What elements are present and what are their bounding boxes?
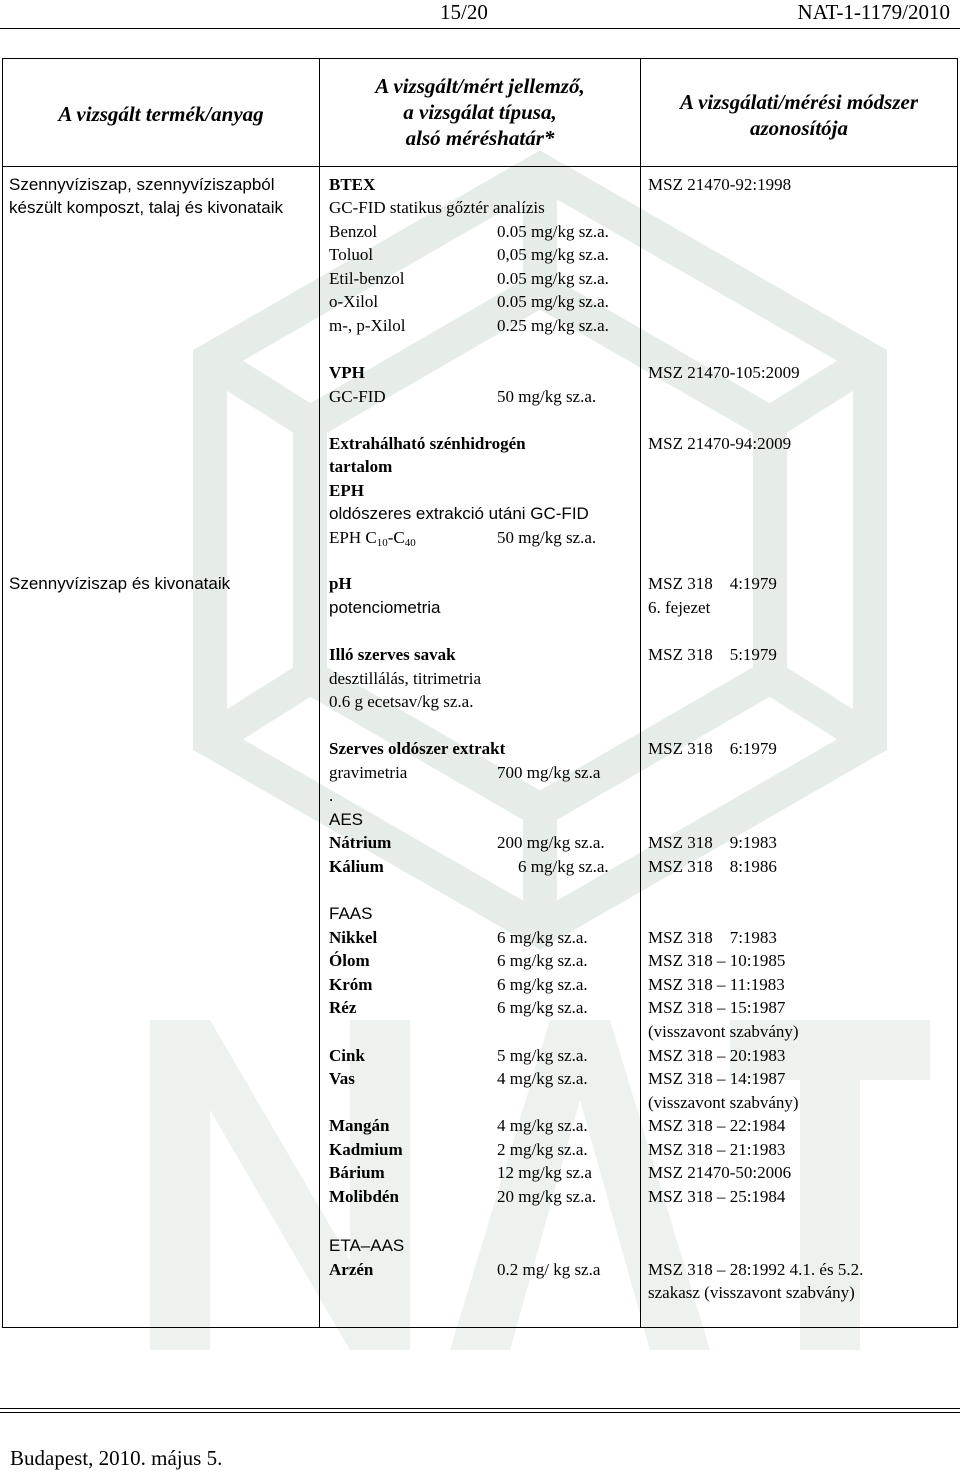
column-header-method-line1: A vizsgálati/mérési módszer bbox=[679, 90, 918, 114]
acids-limit: 0.6 g ecetsav/kg sz.a. bbox=[329, 692, 474, 711]
eph-range-sub2: 40 bbox=[404, 537, 416, 549]
page-number: 15/20 bbox=[440, 0, 488, 24]
btex-item-limit: 0.05 mg/kg sz.a. bbox=[497, 269, 609, 288]
aes-title: AES bbox=[329, 810, 364, 829]
eph-range-prefix: EPH C bbox=[329, 528, 377, 547]
faas-item-limit: 6 mg/kg sz.a. bbox=[497, 928, 588, 947]
acids-title: Illó szerves savak bbox=[329, 645, 456, 664]
btex-item-limit: 0.05 mg/kg sz.a. bbox=[497, 292, 609, 311]
faas-item-limit: 5 mg/kg sz.a. bbox=[497, 1046, 588, 1065]
faas-item-limit: 12 mg/kg sz.a bbox=[497, 1163, 592, 1182]
column-divider bbox=[319, 59, 320, 1327]
btex-title: BTEX bbox=[329, 175, 376, 194]
extract-limit: 700 mg/kg sz.a bbox=[497, 763, 601, 782]
btex-item-name: Toluol bbox=[329, 245, 374, 264]
eph-limit: 50 mg/kg sz.a. bbox=[497, 528, 597, 547]
faas-item-limit: 20 mg/kg sz.a. bbox=[497, 1187, 597, 1206]
column-header-parameter-line3: alsó méréshatár* bbox=[405, 126, 555, 150]
vph-method: GC-FID bbox=[329, 387, 386, 406]
product-1-line1: Szennyvíziszap, szennyvíziszapból bbox=[9, 175, 275, 194]
btex-item-limit: 0.25 mg/kg sz.a. bbox=[497, 316, 609, 335]
product-2: Szennyvíziszap és kivonataik bbox=[9, 574, 231, 593]
std-faas-item: MSZ 21470-50:2006 bbox=[648, 1163, 792, 1182]
ph-title: pH bbox=[329, 574, 352, 593]
accreditation-table bbox=[2, 58, 958, 1328]
column-header-parameter-line2: a vizsgálat típusa, bbox=[403, 100, 557, 124]
std-faas-item: MSZ 318 7:1983 bbox=[648, 928, 777, 947]
std-faas-item: MSZ 318 – 20:1983 bbox=[648, 1046, 786, 1065]
std-faas-item: MSZ 318 – 11:1983 bbox=[648, 975, 785, 994]
column-divider bbox=[640, 59, 641, 1327]
std-ph: MSZ 318 4:1979 bbox=[648, 574, 777, 593]
faas-item-name: Kadmium bbox=[329, 1140, 403, 1159]
column-header-method-line2: azonosítója bbox=[749, 116, 849, 140]
eta-title: ETA–AAS bbox=[329, 1236, 405, 1255]
btex-item-limit: 0.05 mg/kg sz.a. bbox=[497, 222, 609, 241]
btex-item-name: m-, p-Xilol bbox=[329, 316, 406, 335]
extract-method: gravimetria bbox=[329, 763, 408, 782]
faas-item-limit: 4 mg/kg sz.a. bbox=[497, 1116, 588, 1135]
eph-range bbox=[329, 526, 416, 556]
column-header-parameter bbox=[320, 73, 640, 151]
std-eph: MSZ 21470-94:2009 bbox=[648, 434, 792, 453]
extract-limit-dot: . bbox=[329, 786, 334, 805]
eph-range-mid: -C bbox=[387, 528, 405, 547]
btex-item-name: o-Xilol bbox=[329, 292, 379, 311]
faas-item-name: Nikkel bbox=[329, 928, 378, 947]
std-extract: MSZ 318 6:1979 bbox=[648, 739, 777, 758]
column-header-product: A vizsgált termék/anyag bbox=[58, 102, 264, 126]
std-faas-item: MSZ 318 – 15:1987 bbox=[648, 998, 786, 1017]
footer-rule bbox=[0, 1408, 960, 1409]
faas-item-name: Króm bbox=[329, 975, 373, 994]
column-header-method bbox=[641, 89, 957, 141]
eta-item-name: Arzén bbox=[329, 1260, 374, 1279]
aes-item-name: Kálium bbox=[329, 857, 384, 876]
aes-item-name: Nátrium bbox=[329, 833, 392, 852]
document-reference: NAT-1-1179/2010 bbox=[797, 0, 950, 24]
vph-title: VPH bbox=[329, 363, 365, 382]
ph-method: potenciometria bbox=[329, 598, 441, 617]
faas-item-name: Ólom bbox=[329, 951, 370, 970]
extract-title: Szerves oldószer extrakt bbox=[329, 739, 506, 758]
std-eta-line2: szakasz (visszavont szabvány) bbox=[648, 1283, 855, 1302]
eph-method: oldószeres extrakció utáni GC-FID bbox=[329, 504, 589, 523]
faas-item-limit: 6 mg/kg sz.a. bbox=[497, 951, 588, 970]
footer-place-date: Budapest, 2010. május 5. bbox=[10, 1446, 223, 1470]
faas-item-name: Bárium bbox=[329, 1163, 385, 1182]
header-divider bbox=[3, 166, 957, 167]
std-faas-item: MSZ 318 – 10:1985 bbox=[648, 951, 786, 970]
std-eta-line1: MSZ 318 – 28:1992 4.1. és 5.2. bbox=[648, 1260, 864, 1279]
std-faas-item: MSZ 318 – 25:1984 bbox=[648, 1187, 786, 1206]
std-withdrawn-note: (visszavont szabvány) bbox=[648, 1093, 799, 1112]
vph-limit: 50 mg/kg sz.a. bbox=[497, 387, 597, 406]
btex-item-name: Etil-benzol bbox=[329, 269, 405, 288]
eph-title-line2: tartalom bbox=[329, 457, 393, 476]
eta-item-limit: 0.2 mg/ kg sz.a bbox=[497, 1260, 601, 1279]
faas-title: FAAS bbox=[329, 904, 373, 923]
eph-range-sub1: 10 bbox=[376, 537, 388, 549]
eph-title-line1: Extrahálható szénhidrogén bbox=[329, 434, 526, 453]
faas-item-limit: 4 mg/kg sz.a. bbox=[497, 1069, 588, 1088]
faas-item-name: Molibdén bbox=[329, 1187, 399, 1206]
btex-item-name: Benzol bbox=[329, 222, 378, 241]
std-faas-item: MSZ 318 – 21:1983 bbox=[648, 1140, 786, 1159]
std-vph: MSZ 21470-105:2009 bbox=[648, 363, 800, 382]
std-faas-item: MSZ 318 – 22:1984 bbox=[648, 1116, 786, 1135]
btex-method: GC-FID statikus gőztér analízis bbox=[329, 198, 545, 217]
aes-item-limit: 6 mg/kg sz.a. bbox=[518, 857, 609, 876]
std-btex: MSZ 21470-92:1998 bbox=[648, 175, 792, 194]
faas-item-name: Mangán bbox=[329, 1116, 390, 1135]
btex-item-limit: 0,05 mg/kg sz.a. bbox=[497, 245, 609, 264]
faas-item-limit: 6 mg/kg sz.a. bbox=[497, 998, 588, 1017]
faas-item-limit: 2 mg/kg sz.a. bbox=[497, 1140, 588, 1159]
std-aes-item: MSZ 318 9:1983 bbox=[648, 833, 777, 852]
faas-item-name: Cink bbox=[329, 1046, 365, 1065]
faas-item-name: Réz bbox=[329, 998, 357, 1017]
column-header-parameter-line1: A vizsgált/mért jellemző, bbox=[375, 74, 585, 98]
acids-method: desztillálás, titrimetria bbox=[329, 669, 482, 688]
product-1-line2: készült komposzt, talaj és kivonataik bbox=[9, 198, 284, 217]
std-ph-chapter: 6. fejezet bbox=[648, 598, 711, 617]
aes-item-limit: 200 mg/kg sz.a. bbox=[497, 833, 605, 852]
faas-item-name: Vas bbox=[329, 1069, 355, 1088]
std-withdrawn-note: (visszavont szabvány) bbox=[648, 1022, 799, 1041]
std-faas-item: MSZ 318 – 14:1987 bbox=[648, 1069, 786, 1088]
header-rule bbox=[0, 28, 960, 29]
std-aes-item: MSZ 318 8:1986 bbox=[648, 857, 777, 876]
faas-item-limit: 6 mg/kg sz.a. bbox=[497, 975, 588, 994]
eph-title-line3: EPH bbox=[329, 481, 364, 500]
footer-rule bbox=[0, 1412, 960, 1413]
std-acids: MSZ 318 5:1979 bbox=[648, 645, 777, 664]
